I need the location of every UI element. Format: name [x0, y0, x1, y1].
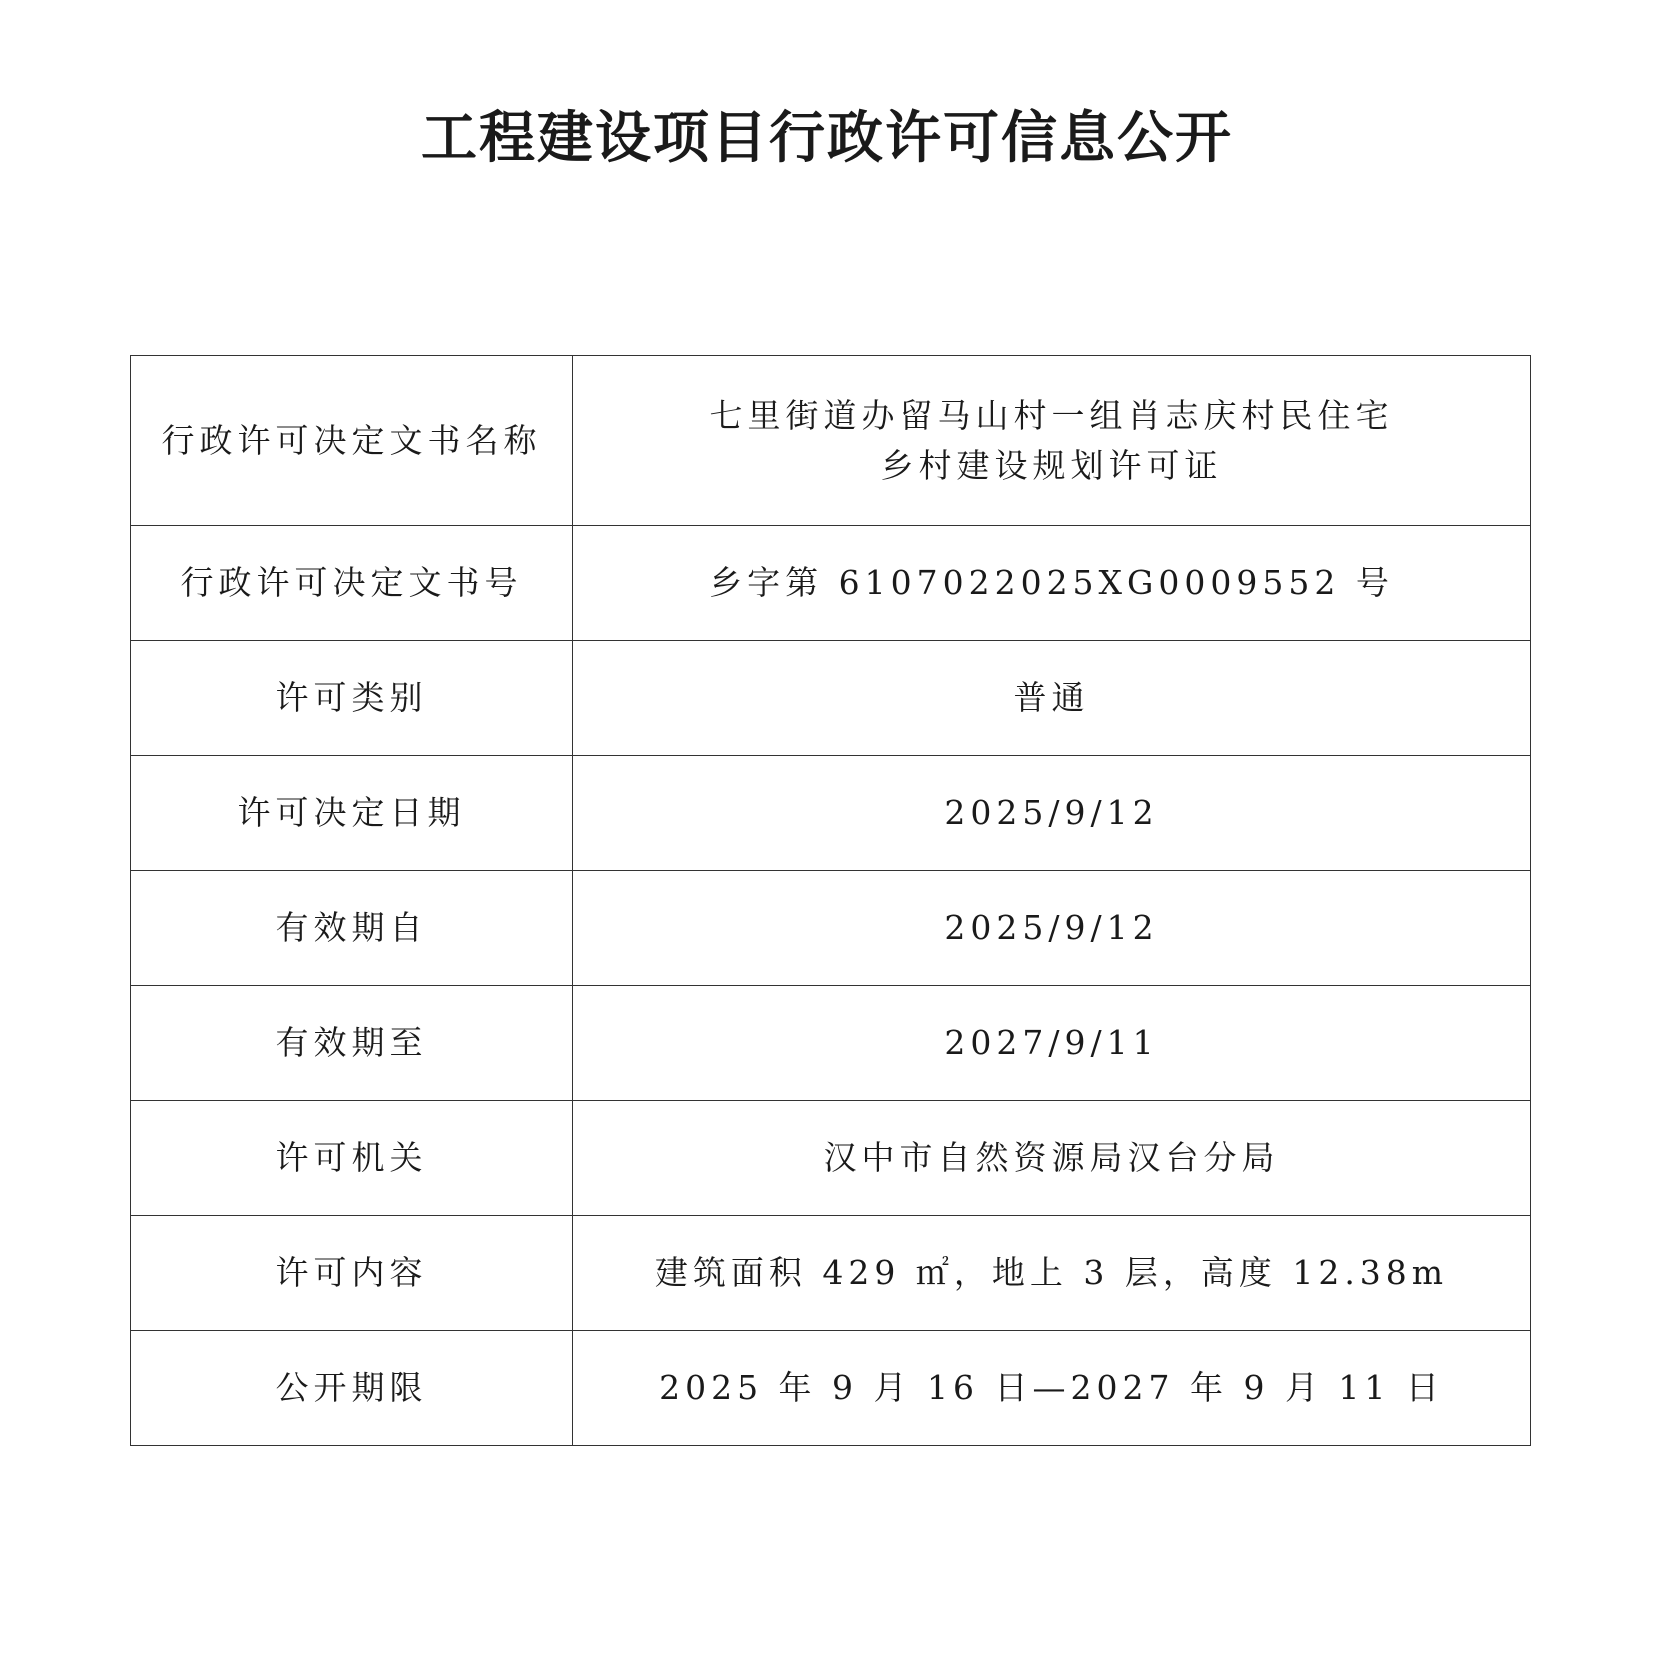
- table-row: [131, 356, 1531, 526]
- row-label: 许可内容: [131, 1216, 573, 1331]
- row-label: 许可决定日期: [131, 756, 573, 871]
- row-value: 乡字第 6107022025XG0009552 号: [573, 526, 1531, 641]
- row-value: 2027/9/11: [573, 986, 1531, 1101]
- row-label: 许可类别: [131, 641, 573, 756]
- page-title: 工程建设项目行政许可信息公开: [421, 106, 1233, 171]
- row-label: 有效期自: [131, 871, 573, 986]
- table-row: [131, 641, 1531, 756]
- row-value: [573, 356, 1531, 526]
- table-row: [131, 986, 1531, 1101]
- table-row: [131, 1331, 1531, 1446]
- table-row: [131, 1101, 1531, 1216]
- row-value: 普通: [573, 641, 1531, 756]
- table-row: [131, 1216, 1531, 1331]
- row-value: 建筑面积 429 ㎡，地上 3 层，高度 12.38m: [573, 1216, 1531, 1331]
- row-label: 公开期限: [131, 1331, 573, 1446]
- row-label: 有效期至: [131, 986, 573, 1101]
- table-row: [131, 526, 1531, 641]
- row-value-line: 乡村建设规划许可证: [880, 445, 1223, 485]
- row-label: 许可机关: [131, 1101, 573, 1216]
- permit-info-table: [130, 355, 1531, 1446]
- table-row: [131, 756, 1531, 871]
- row-value: 2025/9/12: [573, 871, 1531, 986]
- row-value: 汉中市自然资源局汉台分局: [573, 1101, 1531, 1216]
- table-row: [131, 871, 1531, 986]
- row-value: 2025/9/12: [573, 756, 1531, 871]
- row-label: 行政许可决定文书名称: [131, 356, 573, 526]
- row-value-line: 七里街道办留马山村一组肖志庆村民住宅: [709, 395, 1394, 435]
- row-label: 行政许可决定文书号: [131, 526, 573, 641]
- row-value: 2025 年 9 月 16 日—2027 年 9 月 11 日: [573, 1331, 1531, 1446]
